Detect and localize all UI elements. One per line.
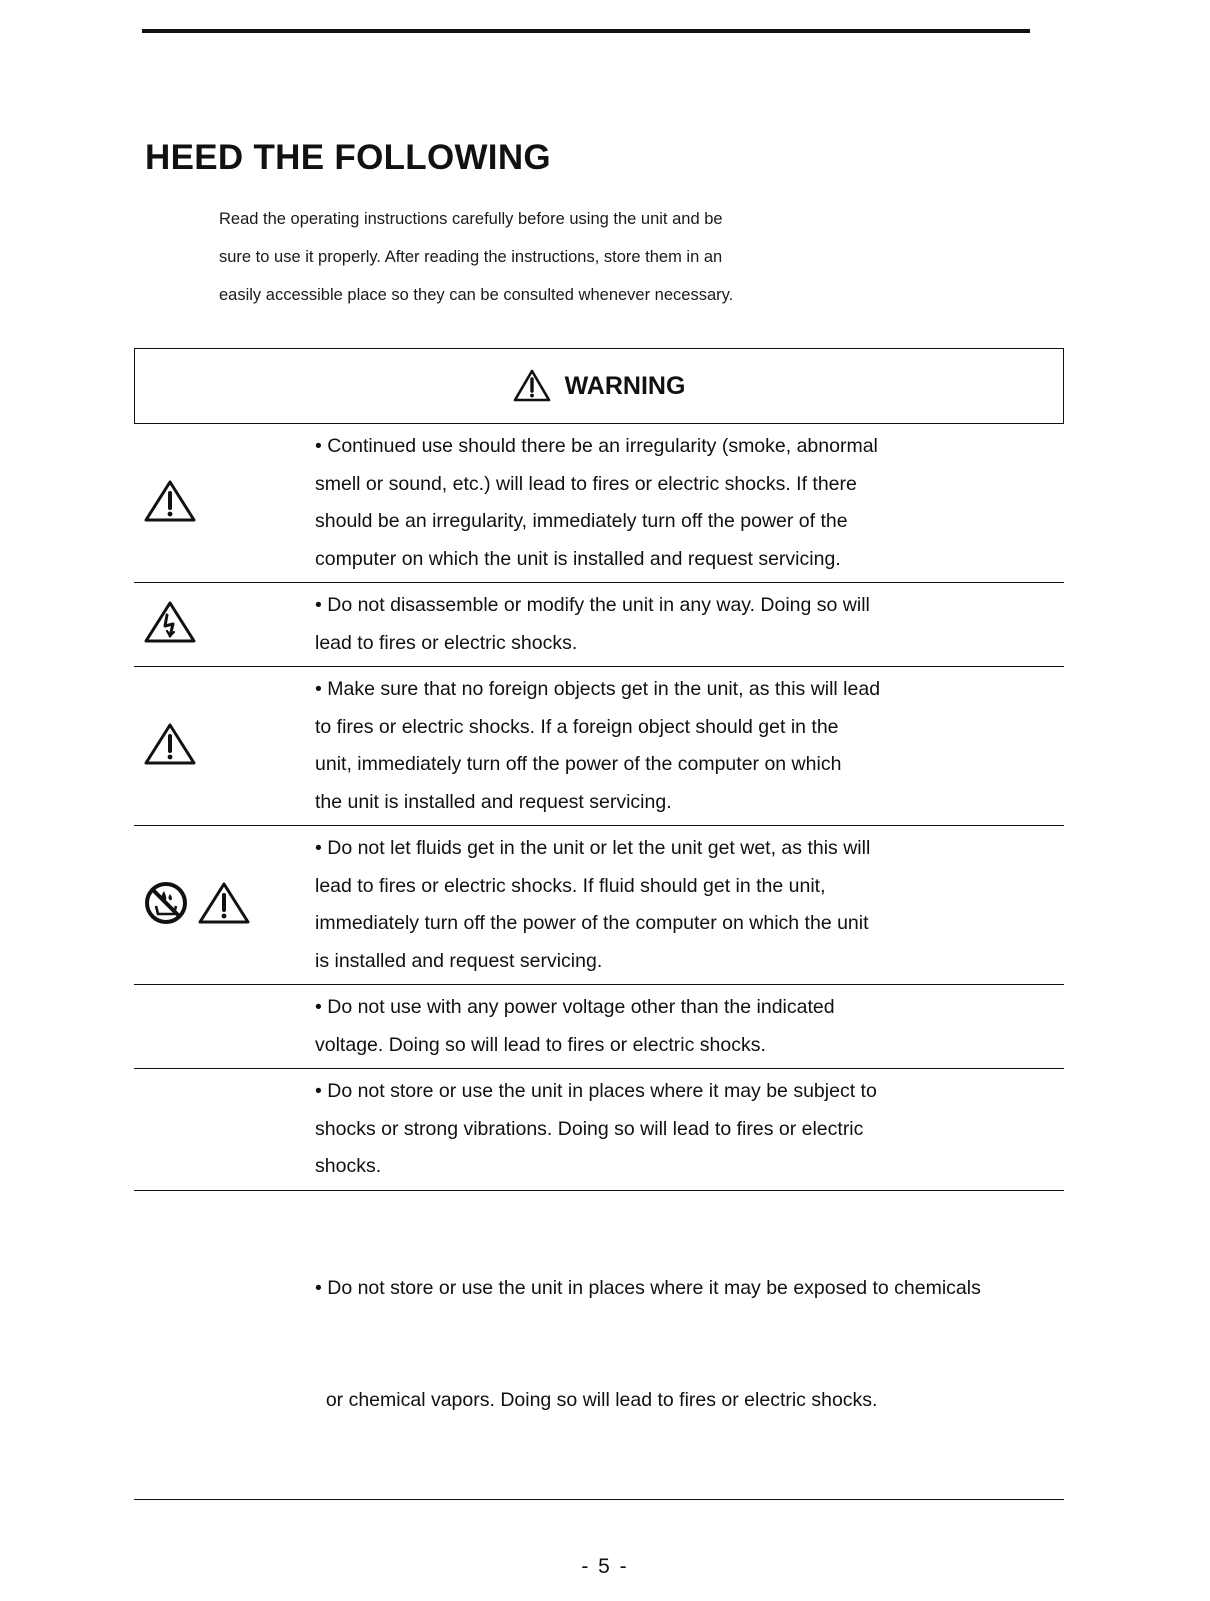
row-line: smell or sound, etc.) will lead to fires or electric shocks. If there [315,472,857,495]
row-text [315,667,1035,825]
page-number: - 5 - [581,1555,629,1578]
warning-row [134,424,1064,583]
page-heading: HEED THE FOLLOWING [145,138,551,177]
row-line: • Do not store or use the unit in places where it may be subject to [315,1080,877,1102]
warning-row [134,826,1064,985]
no-water-icon [143,880,189,931]
row-line: unit, immediately turn off the power of the computer on which [315,753,842,775]
row-line: computer on which the unit is installed and request servicing. [315,547,841,570]
warning-row [134,985,1064,1069]
intro-paragraph [219,200,839,314]
row-line: voltage. Doing so will lead to fires or electric shocks. [315,1033,766,1056]
warning-header-box [134,348,1064,424]
row-line: • Do not store or use the unit in places where it may be exposed to chemicals [315,1276,981,1299]
warning-label: WARNING [564,371,686,400]
caution-triangle-icon [197,881,251,930]
warning-row [134,1191,1064,1500]
intro-line: easily accessible place so they can be consulted whenever necessary. [219,286,734,304]
row-line: should be an irregularity, immediately turn off the power of the [315,510,848,532]
warning-title [135,349,1063,423]
caution-triangle-icon [143,479,197,528]
warning-row [134,667,1064,826]
row-icons [134,424,323,582]
row-text [315,1069,1035,1190]
row-line: shocks or strong vibrations. Doing so will lead to fires or electric [315,1117,864,1140]
row-line: • Do not use with any power voltage other than the indicated [315,996,835,1018]
row-icons [134,826,323,984]
caution-triangle-icon [513,369,551,403]
row-line: is installed and request servicing. [315,949,603,972]
row-text [315,583,1035,666]
row-line: lead to fires or electric shocks. [315,631,578,654]
row-text [315,985,1035,1068]
row-line: • Continued use should there be an irregularity (smoke, abnormal [315,435,878,457]
warning-row [134,583,1064,667]
row-line: lead to fires or electric shocks. If fluid should get in the unit, [315,874,826,897]
row-line: • Do not let fluids get in the unit or let the unit get wet, as this will [315,837,871,859]
top-rule [142,29,1030,33]
row-text [315,1191,1060,1499]
row-icons [134,583,323,666]
row-line: shocks. [315,1155,382,1177]
row-text [315,424,1035,582]
intro-line: Read the operating instructions carefully before using the unit and be [219,210,723,228]
intro-line: sure to use it properly. After reading the instructions, store them in an [219,248,723,266]
row-line: the unit is installed and request servicing. [315,790,672,813]
warning-row [134,1069,1064,1191]
electric-shock-triangle-icon [143,600,197,649]
row-text [315,826,1035,984]
row-icons [134,667,323,825]
row-line: • Do not disassemble or modify the unit in any way. Doing so will [315,594,870,616]
caution-triangle-icon [143,722,197,771]
row-line: immediately turn off the power of the computer on which the unit [315,912,869,934]
warning-list [134,424,1064,1500]
row-line: or chemical vapors. Doing so will lead to fires or electric shocks. [315,1389,878,1411]
row-line: to fires or electric shocks. If a foreign object should get in the [315,715,839,738]
row-line: • Make sure that no foreign objects get in the unit, as this will lead [315,678,881,700]
